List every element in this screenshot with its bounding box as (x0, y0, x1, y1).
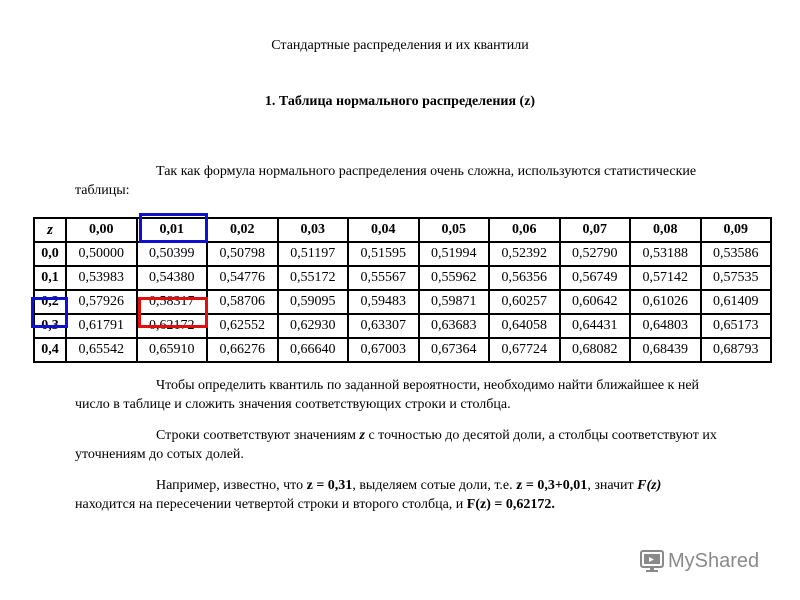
table-cell: 0,61791 (66, 314, 137, 338)
quantile-paragraph: Чтобы определить квантиль по заданной вероятности, необходимо найти ближайшее к ней число в таблице и сложить значения соответствующих строки и столбца. (75, 378, 700, 412)
table-cell: 0,68082 (560, 338, 631, 362)
table-row (34, 266, 771, 290)
example-z-value: z = 0,31 (306, 478, 353, 493)
table-cell: 0,68793 (701, 338, 772, 362)
table-cell: 0,60642 (560, 290, 631, 314)
column-header: 0,03 (278, 218, 349, 242)
table-cell: 0,59483 (348, 290, 419, 314)
row-header: 0,0 (34, 242, 66, 266)
text-span: , значит (587, 478, 638, 493)
text-span: Например, известно, что (156, 478, 307, 493)
table-cell: 0,55172 (278, 266, 349, 290)
table-cell: 0,62930 (278, 314, 349, 338)
row-header: 0,1 (34, 266, 66, 290)
table-cell: 0,65173 (701, 314, 772, 338)
column-header: 0,00 (66, 218, 137, 242)
row-highlight-box (31, 297, 68, 328)
table-cell: 0,50399 (137, 242, 208, 266)
column-header: 0,09 (701, 218, 772, 242)
table-row (34, 242, 771, 266)
table-cell: 0,68439 (630, 338, 701, 362)
table-cell: 0,54380 (137, 266, 208, 290)
table-cell: 0,60257 (489, 290, 560, 314)
table-cell: 0,59095 (278, 290, 349, 314)
table-cell: 0,55567 (348, 266, 419, 290)
table-cell: 0,65542 (66, 338, 137, 362)
cell-highlight-box (138, 297, 208, 328)
table-cell: 0,51994 (419, 242, 490, 266)
table-cell: 0,52790 (560, 242, 631, 266)
example-paragraph (75, 476, 725, 514)
column-header: 0,06 (489, 218, 560, 242)
table-cell: 0,63307 (348, 314, 419, 338)
table-cell: 0,57142 (630, 266, 701, 290)
table-cell: 0,64803 (630, 314, 701, 338)
table-cell: 0,50798 (207, 242, 278, 266)
table-cell: 0,63683 (419, 314, 490, 338)
text-span: Строки соответствуют значениям (156, 428, 360, 443)
table-cell: 0,65910 (137, 338, 208, 362)
document-title: Стандартные распределения и их квантили (271, 38, 529, 53)
text-span: находится на пересечении четвертой строки и второго столбца, и (75, 497, 467, 512)
table-cell: 0,55962 (419, 266, 490, 290)
intro-paragraph: Так как формула нормального распределения очень сложна, используются статистические таблицы: (75, 164, 697, 198)
column-header: 0,07 (560, 218, 631, 242)
table-cell: 0,62552 (207, 314, 278, 338)
myshared-logo-icon (640, 549, 664, 573)
table-cell: 0,67364 (419, 338, 490, 362)
section-title: 1. Таблица нормального распределения (z) (264, 94, 536, 109)
variable-z: z (359, 428, 365, 443)
rows-columns-paragraph (75, 426, 725, 464)
column-highlight-box (139, 213, 208, 243)
column-header: 0,08 (630, 218, 701, 242)
table-cell: 0,51595 (348, 242, 419, 266)
table-cell: 0,57535 (701, 266, 772, 290)
table-cell: 0,53586 (701, 242, 772, 266)
table-cell: 0,66276 (207, 338, 278, 362)
table-cell: 0,64431 (560, 314, 631, 338)
table-cell: 0,64058 (489, 314, 560, 338)
table-cell: 0,52392 (489, 242, 560, 266)
row-header: 0,3 (34, 314, 66, 338)
table-cell: 0,66640 (278, 338, 349, 362)
table-cell: 0,54776 (207, 266, 278, 290)
example-result: F(z) = 0,62172. (466, 497, 555, 512)
example-z-sum: z = 0,3+0,01 (516, 478, 588, 493)
table-cell: 0,67003 (348, 338, 419, 362)
row-header: 0,2 (34, 290, 66, 314)
column-header: 0,05 (419, 218, 490, 242)
table-cell: 0,51197 (278, 242, 349, 266)
table-cell: 0,58317 (137, 290, 208, 314)
row-header: 0,4 (34, 338, 66, 362)
table-cell: 0,56749 (560, 266, 631, 290)
table-cell: 0,59871 (419, 290, 490, 314)
function-fz: F(z) (637, 478, 662, 493)
table-corner-z: z (34, 218, 66, 242)
table-cell: 0,53983 (66, 266, 137, 290)
table-cell: 0,58706 (207, 290, 278, 314)
table-cell: 0,61409 (701, 290, 772, 314)
table-cell: 0,62172 (137, 314, 208, 338)
myshared-watermark (640, 548, 759, 574)
table-cell: 0,57926 (66, 290, 137, 314)
table-row (34, 338, 771, 362)
column-header: 0,04 (348, 218, 419, 242)
table-cell: 0,53188 (630, 242, 701, 266)
text-span: , выделяем сотые доли, т.е. (352, 478, 517, 493)
table-cell: 0,61026 (630, 290, 701, 314)
watermark-text: MyShared (668, 549, 760, 572)
column-header: 0,01 (137, 218, 208, 242)
table-cell: 0,67724 (489, 338, 560, 362)
text-span: с точностью до десятой доли, а столбцы соответствуют их уточнениям до сотых долей. (75, 428, 717, 462)
table-cell: 0,56356 (489, 266, 560, 290)
table-cell: 0,50000 (66, 242, 137, 266)
column-header: 0,02 (207, 218, 278, 242)
